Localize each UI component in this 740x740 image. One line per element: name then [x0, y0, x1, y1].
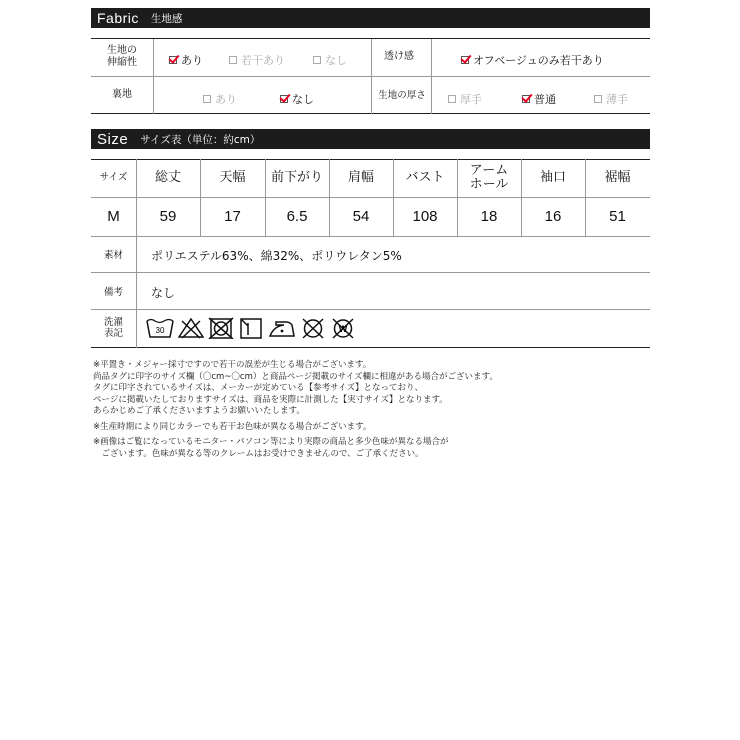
checkbox-empty-icon	[448, 95, 456, 103]
checkbox-checked-icon	[169, 56, 177, 64]
washtub-30-icon	[146, 317, 174, 339]
checkbox-empty-icon	[313, 56, 321, 64]
header-armhole-line1: アーム	[469, 163, 509, 178]
value-front-drop: 6.5	[286, 208, 308, 225]
value-neck-width: 17	[224, 208, 241, 225]
care-label-line2: 表記	[103, 328, 123, 339]
value-cuff: 16	[544, 208, 562, 225]
thickness-option-thick-label: 厚手	[460, 93, 482, 106]
checkbox-empty-icon	[594, 95, 602, 103]
checkbox-empty-icon	[229, 56, 237, 64]
thickness-option-thick	[448, 91, 482, 107]
fabric-section-header	[91, 8, 650, 28]
svg-text:W: W	[338, 324, 348, 334]
header-shoulder: 肩幅	[347, 170, 374, 185]
care-symbols	[146, 317, 360, 339]
header-neck-width: 天幅	[219, 170, 246, 185]
row-divider	[91, 309, 650, 310]
table-bottom-border	[91, 347, 650, 348]
header-bust: バスト	[405, 170, 445, 185]
divider	[431, 77, 432, 114]
fabric-row-2	[91, 77, 650, 114]
stretch-option-no	[313, 52, 347, 68]
note-line: ※生産時期により同じカラーでも若干お色味が異なる場合がございます。	[93, 421, 372, 432]
care-label-line1: 洗濯	[103, 317, 123, 328]
checkbox-checked-icon	[461, 56, 469, 64]
value-armhole: 18	[480, 208, 498, 225]
lining-option-no-label: なし	[292, 93, 314, 106]
note-line: ※画像はご覧になっているモニター・パソコン等により実際の商品と多少色味が異なる場合が	[93, 437, 449, 447]
stretch-label-line1: 生地の	[107, 45, 137, 56]
divider	[371, 77, 372, 114]
note-line: タグに印字されているサイズは、メーカーが定めている【参考サイズ】となっており、	[93, 383, 423, 393]
checkbox-checked-icon	[280, 95, 288, 103]
sheer-label: 透け感	[384, 51, 414, 62]
size-value: M	[107, 208, 120, 225]
row-divider	[91, 236, 650, 237]
fabric-title-en: Fabric	[97, 10, 139, 26]
header-hem-width: 裾幅	[604, 170, 631, 185]
size-title-en: Size	[97, 130, 129, 148]
remarks-value: なし	[151, 286, 176, 300]
thickness-label: 生地の厚さ	[378, 90, 426, 101]
no-bleach-icon	[178, 317, 204, 339]
row-divider	[91, 272, 650, 273]
divider	[371, 39, 372, 76]
header-cuff: 袖口	[539, 170, 566, 185]
thickness-option-normal	[522, 91, 556, 107]
line-dry-shade-icon	[238, 317, 264, 339]
note-line: 尚品タグに印字のサイズ欄（〇cm~〇cm）と商品ページ掲載のサイズ欄に相違がある場合がございます。	[93, 371, 498, 382]
material-label: 素材	[103, 250, 123, 261]
sheer-option-label: オフベージュのみ若干あり	[473, 54, 604, 67]
thickness-option-thin-label: 薄手	[606, 93, 628, 106]
care-label	[91, 309, 136, 347]
note-line: ※平置き・メジャー採寸ですので若干の誤差が生じる場合がございます。	[93, 360, 372, 370]
stretch-option-no-label: なし	[325, 54, 347, 67]
size-title-jp: サイズ表（単位：約cm）	[140, 133, 261, 146]
size-section-header	[91, 129, 650, 149]
divider	[153, 77, 154, 114]
thickness-option-thin	[594, 91, 628, 107]
value-bust: 108	[412, 208, 438, 225]
value-shoulder: 54	[352, 208, 370, 225]
divider	[153, 39, 154, 76]
note-line: ページに掲載いたしておりますサイズは、商品を実際に計測した【実寸サイズ】となります。	[93, 394, 448, 405]
note-line: ございます。色味が異なる等のクレームはお受けできませんので、ご了承ください。	[93, 448, 424, 459]
notes	[93, 360, 498, 460]
checkbox-checked-icon	[522, 95, 530, 103]
stretch-option-slight-label: 若干あり	[241, 54, 285, 67]
header-armhole	[457, 159, 521, 197]
iron-low-icon	[268, 317, 296, 339]
lining-option-no	[280, 91, 314, 107]
remarks-label: 備考	[103, 286, 123, 298]
checkbox-empty-icon	[203, 95, 211, 103]
sheer-option	[461, 52, 604, 68]
header-armhole-line2: ホール	[469, 177, 509, 192]
lining-option-yes	[203, 91, 237, 107]
header-size: サイズ	[99, 172, 128, 183]
fabric-title-jp: 生地感	[150, 12, 183, 25]
no-tumble-dry-icon	[208, 317, 234, 339]
fabric-row-1	[91, 39, 650, 77]
fabric-table	[91, 38, 650, 114]
material-value: ポリエステル63%、綿32%、ポリウレタン5%	[151, 249, 402, 263]
header-total-length: 総丈	[154, 170, 181, 185]
lining-label: 裏地	[112, 89, 132, 100]
stretch-option-yes	[169, 52, 203, 68]
no-dry-clean-icon	[300, 317, 326, 339]
no-wet-clean-icon	[330, 317, 356, 339]
stretch-option-yes-label: あり	[181, 54, 203, 67]
value-total-length: 59	[159, 208, 177, 225]
value-hem-width: 51	[609, 208, 626, 225]
stretch-label-line2: 伸縮性	[107, 57, 137, 68]
note-line: あらかじめご了承くださいますようお願いいたします。	[93, 406, 305, 416]
divider	[431, 39, 432, 76]
thickness-option-normal-label: 普通	[534, 93, 556, 106]
stretch-option-slight	[229, 52, 285, 68]
wash-temp: 30	[155, 326, 165, 335]
header-front-drop: 前下がり	[270, 170, 323, 185]
lining-option-yes-label: あり	[215, 93, 237, 106]
stretch-label	[99, 45, 145, 69]
